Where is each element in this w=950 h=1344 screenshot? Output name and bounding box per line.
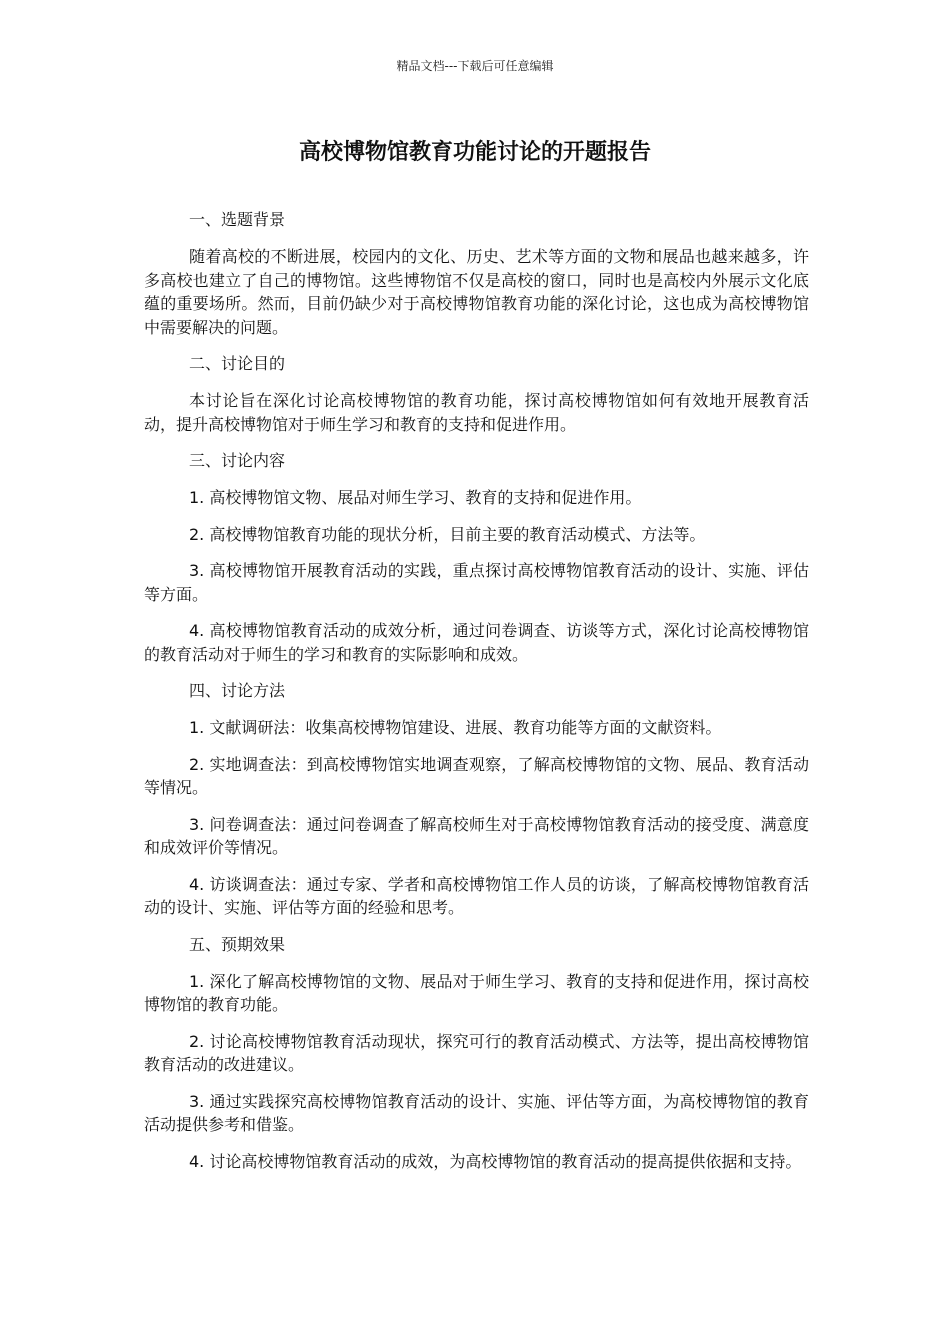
header-note: 精品文档---下载后可任意编辑 bbox=[396, 59, 554, 73]
paragraph: 本讨论旨在深化讨论高校博物馆的教育功能，探讨高校博物馆如何有效地开展教育活动，提升高校博物馆对于师生学习和教育的支持和促进作用。 bbox=[144, 391, 809, 434]
document-title: 高校博物馆教育功能讨论的开题报告 bbox=[298, 140, 651, 165]
section-expected-results bbox=[144, 933, 809, 1174]
list-item: 1. 文献调研法：收集高校博物馆建设、进展、教育功能等方面的文献资料。 bbox=[189, 718, 722, 737]
section-methods bbox=[144, 679, 809, 920]
list-item: 3. 通过实践探究高校博物馆教育活动的设计、实施、评估等方面，为高校博物馆的教育活动提供参考和借鉴。 bbox=[144, 1091, 809, 1134]
list-item: 4. 讨论高校博物馆教育活动的成效，为高校博物馆的教育活动的提高提供依据和支持。 bbox=[189, 1151, 802, 1171]
list-item: 1. 深化了解高校博物馆的文物、展品对于师生学习、教育的支持和促进作用，探讨高校博物馆的教育功能。 bbox=[144, 971, 809, 1014]
section-purpose bbox=[144, 352, 809, 436]
list-item: 4. 高校博物馆教育活动的成效分析，通过问卷调查、访谈等方式，深化讨论高校博物馆的教育活动对于师生的学习和教育的实际影响和成效。 bbox=[144, 621, 809, 664]
list-item: 4. 访谈调查法：通过专家、学者和高校博物馆工作人员的访谈，了解高校博物馆教育活动的设计、实施、评估等方面的经验和思考。 bbox=[144, 874, 809, 917]
list-item: 2. 高校博物馆教育功能的现状分析，目前主要的教育活动模式、方法等。 bbox=[189, 524, 706, 544]
list-item: 3. 问卷调查法：通过问卷调查了解高校师生对于高校博物馆教育活动的接受度、满意度和成效评价等情况。 bbox=[144, 814, 809, 857]
section-heading: 四、讨论方法 bbox=[189, 681, 286, 700]
list-item: 2. 实地调查法：到高校博物馆实地调查观察，了解高校博物馆的文物、展品、教育活动等情况。 bbox=[144, 754, 809, 797]
section-heading: 五、预期效果 bbox=[189, 934, 286, 954]
list-item: 2. 讨论高校博物馆教育活动现状，探究可行的教育活动模式、方法等，提出高校博物馆教育活动的改进建议。 bbox=[144, 1031, 809, 1074]
document-body bbox=[144, 208, 809, 1186]
list-item: 1. 高校博物馆文物、展品对师生学习、教育的支持和促进作用。 bbox=[189, 488, 642, 507]
paragraph: 随着高校的不断进展，校园内的文化、历史、艺术等方面的文物和展品也越来越多，许多高校也建立了自己的博物馆。这些博物馆不仅是高校的窗口，同时也是高校内外展示文化底蕴的重要场所。然而，目前仍缺少对于高校博物馆教育功能的深化讨论，这也成为高校博物馆中需要解决的问题。 bbox=[144, 247, 809, 337]
section-heading: 二、讨论目的 bbox=[189, 354, 286, 373]
list-item: 3. 高校博物馆开展教育活动的实践，重点探讨高校博物馆教育活动的设计、实施、评估等方面。 bbox=[144, 561, 809, 604]
section-heading: 一、选题背景 bbox=[189, 210, 286, 229]
section-heading: 三、讨论内容 bbox=[189, 451, 286, 470]
section-background bbox=[144, 208, 809, 339]
section-content bbox=[144, 449, 809, 666]
